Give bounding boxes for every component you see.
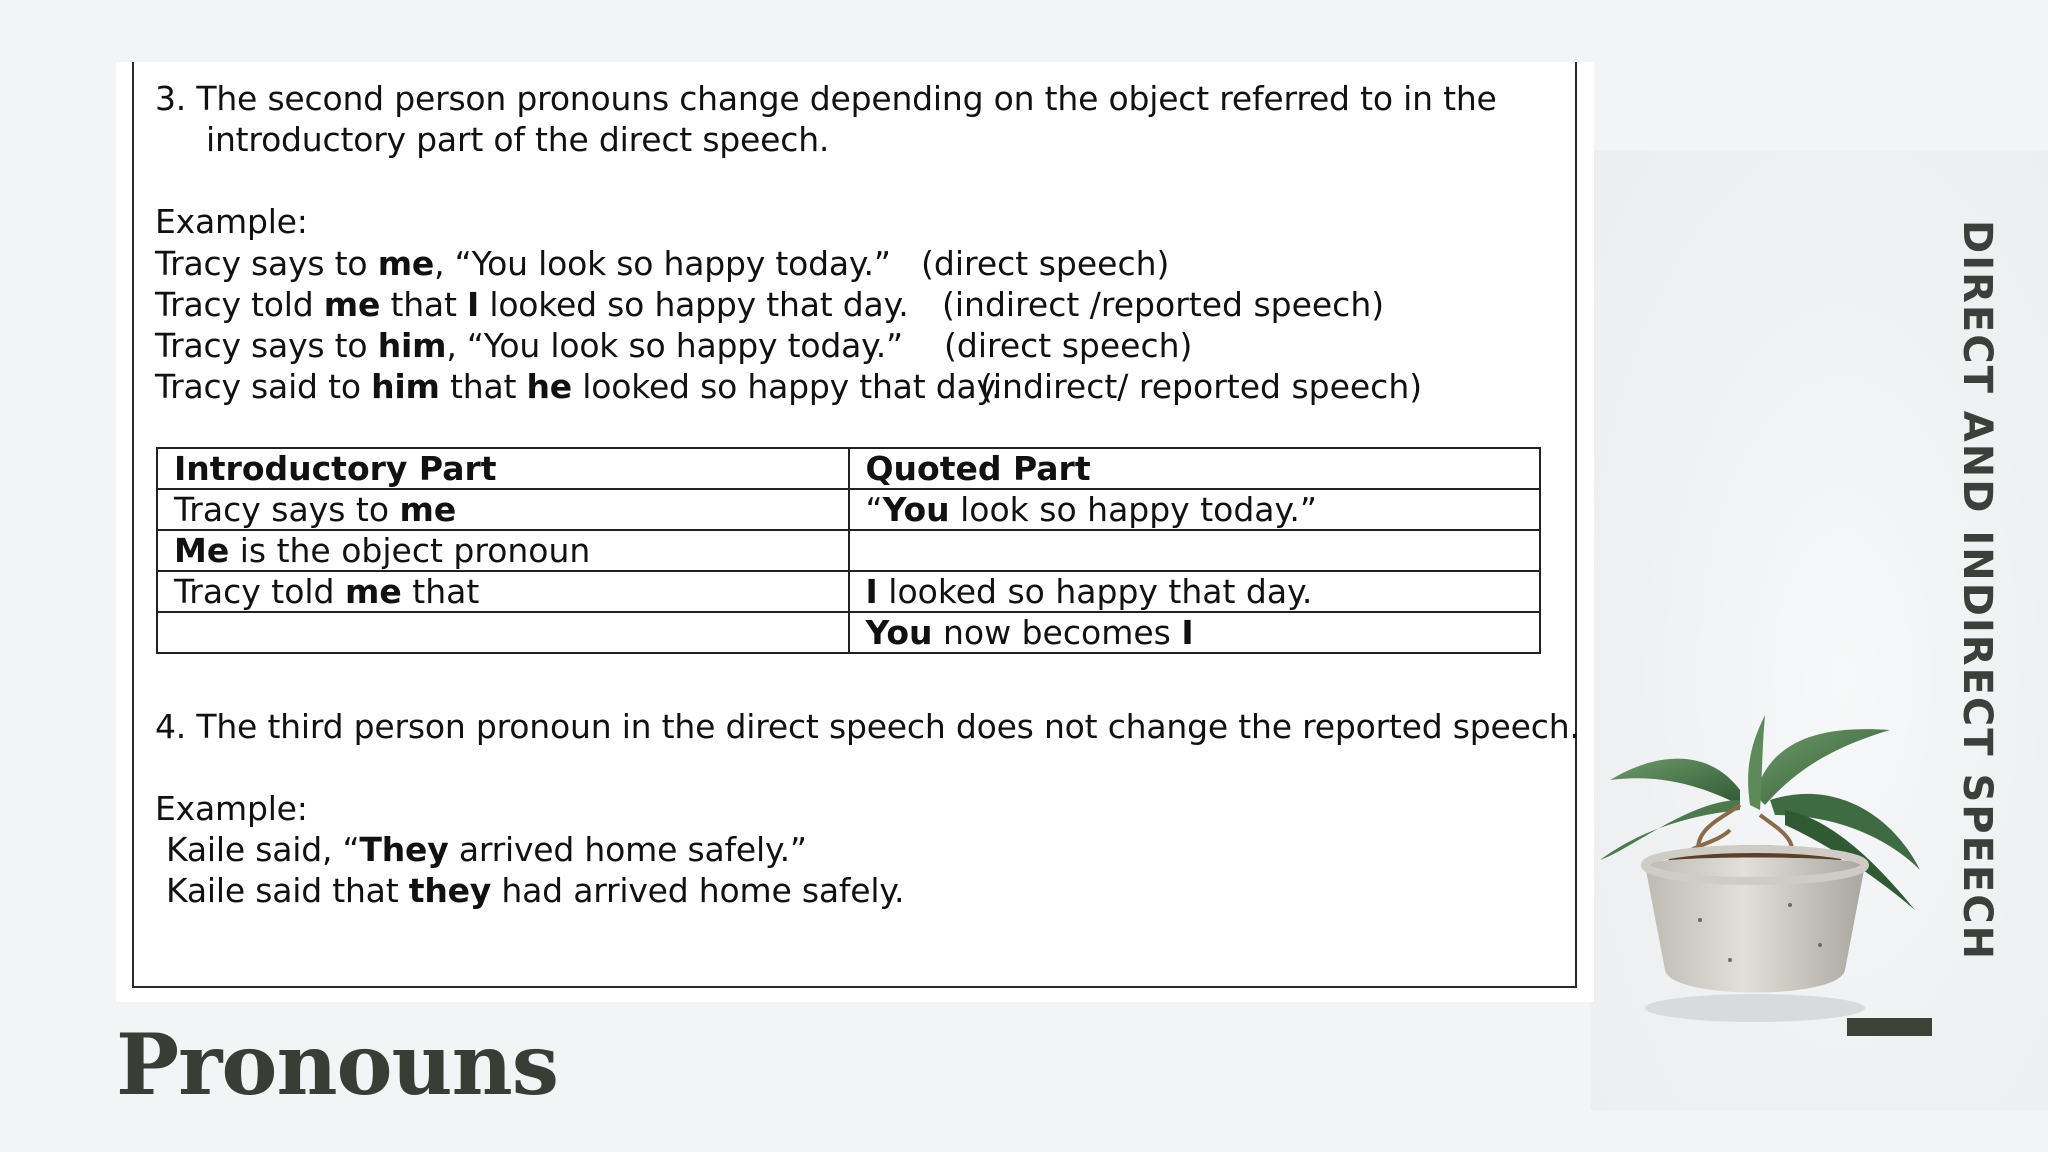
rule4-example-1: Kaile said, “They arrived home safely.” <box>166 830 807 869</box>
rule4-line1: 4. The third person pronoun in the direct speech does not change the reported speech. <box>155 707 1580 746</box>
potted-plant-icon <box>1590 630 1950 1030</box>
table-cell: I looked so happy that day. <box>849 571 1541 612</box>
rule3-example-1: Tracy says to me, “You look so happy today.” <box>155 244 891 283</box>
rule4-example-2: Kaile said that they had arrived home safely. <box>166 871 905 910</box>
rule3-line2: introductory part of the direct speech. <box>206 120 830 159</box>
table-row <box>157 612 1540 653</box>
rule3-example-4-note: (indirect/ reported speech) <box>980 367 1423 406</box>
table-cell: Tracy told me that <box>157 571 849 612</box>
rule3-example-2: Tracy told me that I looked so happy that day. <box>155 285 909 324</box>
table-cell <box>157 612 849 653</box>
rule4-example-label: Example: <box>155 789 308 828</box>
rule3-example-label: Example: <box>155 202 308 241</box>
slide-title: Pronouns <box>116 1015 558 1114</box>
pronoun-table <box>156 447 1541 654</box>
table-row <box>157 489 1540 530</box>
table-cell <box>849 530 1541 571</box>
rule3-example-4: Tracy said to him that he looked so happy that day. <box>155 367 1002 406</box>
table-row <box>157 530 1540 571</box>
table-header-introductory: Introductory Part <box>157 448 849 489</box>
rule3-example-1-note: (direct speech) <box>921 244 1170 283</box>
rule3-example-2-note: (indirect /reported speech) <box>942 285 1385 324</box>
rule3-example-3: Tracy says to him, “You look so happy today.” <box>155 326 903 365</box>
table-cell: Tracy says to me <box>157 489 849 530</box>
table-row <box>157 571 1540 612</box>
table-header-row <box>157 448 1540 489</box>
table-header-quoted: Quoted Part <box>849 448 1541 489</box>
table-cell: You now becomes I <box>849 612 1541 653</box>
table-cell: “You look so happy today.” <box>849 489 1541 530</box>
rule3-example-3-note: (direct speech) <box>944 326 1193 365</box>
side-title: DIRECT AND INDIRECT SPEECH <box>1954 220 2000 962</box>
table-cell: Me is the object pronoun <box>157 530 849 571</box>
rule3-line1: 3. The second person pronouns change depending on the object referred to in the <box>155 79 1497 118</box>
